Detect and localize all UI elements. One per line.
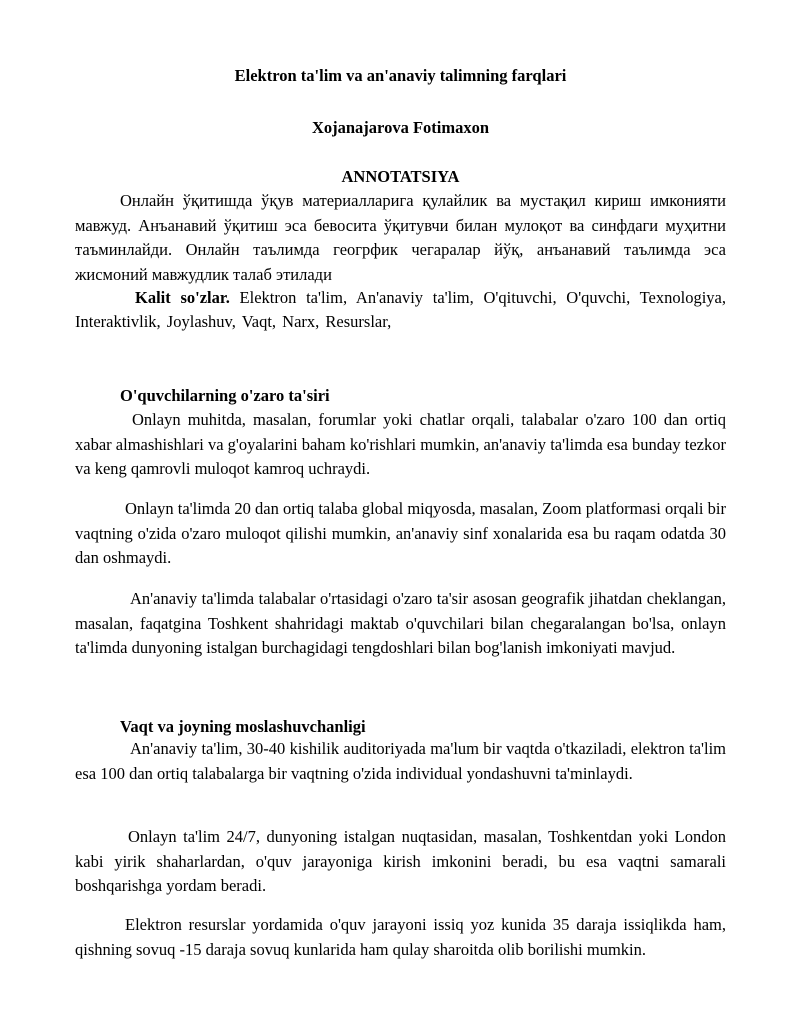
body-paragraph: An'anaviy ta'limda talabalar o'rtasidagi o'zaro ta'sir asosan geografik jihatdan cheklangan, masalan, faqatgina Toshkent shahridagi maktab o'quvchilari bilan chegaralangan bo'lsa, onlayn ta'limda dunyoning istalgan burchagidagi tengdoshlari bilan bog'lanish imkoniyati mavjud. — [75, 589, 726, 657]
keywords-paragraph — [75, 286, 726, 334]
section-heading-flexibility: Vaqt va joyning moslashuvchanligi — [120, 717, 366, 736]
document-title: Elektron ta'lim va an'anaviy talimning farqlari — [234, 66, 567, 85]
body-paragraph: Onlayn muhitda, masalan, forumlar yoki chatlar orqali, talabalar o'zaro 100 dan ortiq xabar almashishlari va g'oyalarini baham ko'rishlari mumkin, an'anaviy ta'limda esa bunday tezkor va keng qamrovli muloqot kamroq uchraydi. — [75, 410, 726, 478]
body-paragraph: Elektron resurslar yordamida o'quv jarayoni issiq yoz kunida 35 daraja issiqlikda ham, qishning sovuq -15 daraja sovuq kunlarida ham qulay sharoitda olib borilishi mumkin. — [75, 915, 726, 959]
keywords-list: Elektron ta'lim, An'anaviy ta'lim, O'qituvchi, O'quvchi, Texnologiya, Interaktivlik, Joylashuv, Vaqt, Narx, Resurslar, — [75, 288, 726, 331]
annotation-text: Онлайн ўқитишда ўқув материалларига қулайлик ва мустақил кириш имконияти мавжуд. Анъанавий ўқитиш эса бевосита ўқитувчи билан мулоқот ва синфдаги муҳитни таъминлайди. Онлайн таълимда геогрфик чегаралар йўқ, анъанавий таълимда эса жисмоний мавжудлик талаб этилади — [75, 191, 726, 284]
body-paragraph: An'anaviy ta'lim, 30-40 kishilik auditoriyada ma'lum bir vaqtda o'tkaziladi, elektron ta'lim esa 100 dan ortiq talabalarga bir vaqtning o'zida individual yondashuvni ta'minlaydi. — [75, 739, 726, 783]
body-paragraph: Onlayn ta'limda 20 dan ortiq talaba global miqyosda, masalan, Zoom platformasi orqali bir vaqtning o'zida o'zaro muloqot qilishi mumkin, an'anaviy sinf xonalarida esa bu raqam odatda 30 dan oshmaydi. — [75, 499, 726, 567]
annotation-heading: ANNOTATSIYA — [341, 167, 460, 186]
author-name: Xojanajarova Fotimaxon — [311, 118, 490, 137]
section-heading-interaction: O'quvchilarning o'zaro ta'siri — [120, 386, 330, 405]
keywords-label: Kalit so'zlar. — [135, 288, 230, 307]
body-paragraph: Onlayn ta'lim 24/7, dunyoning istalgan nuqtasidan, masalan, Toshkentdan yoki London kabi yirik shaharlardan, o'quv jarayoniga kirish imkonini beradi, bu esa vaqtni samarali boshqarishga yordam beradi. — [75, 827, 726, 895]
